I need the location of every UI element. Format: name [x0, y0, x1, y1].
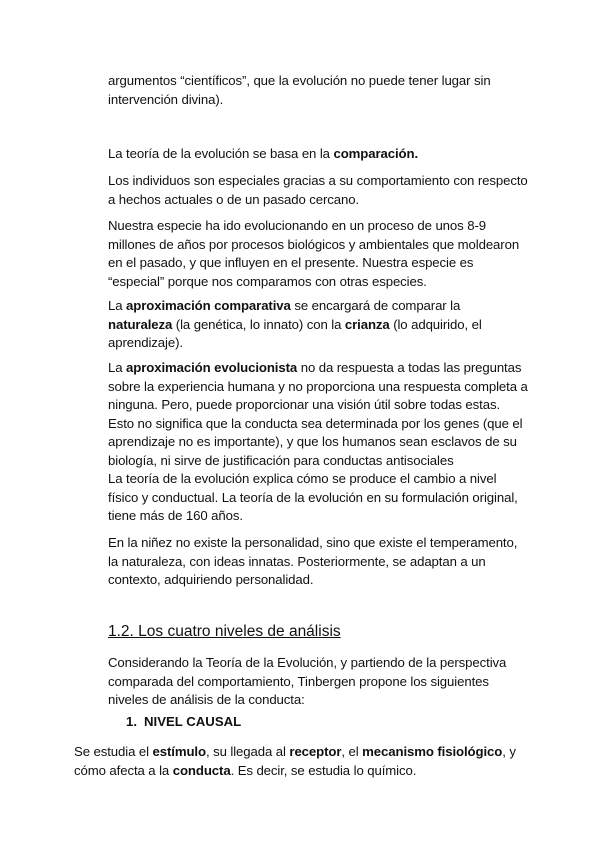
- text-run: (lo adquirido, el aprendizaje).: [108, 316, 482, 350]
- bold-term-naturaleza: naturaleza: [108, 316, 173, 332]
- bold-term-estimulo: estímulo: [152, 744, 206, 759]
- bold-term-crianza: crianza: [344, 316, 390, 332]
- paragraph-comparison: [108, 145, 528, 164]
- paragraph-tinbergen: Considerando la Teoría de la Evolución, y partiendo de la perspectiva comparada del comportamiento, Tinbergen propone los siguientes niveles de análisis de la conducta:: [108, 655, 507, 707]
- paragraph-species: Nuestra especie ha ido evolucionando en un proceso de unos 8-9 millones de años por procesos biológicos y ambientales que moldearon en el pasado, y que influyen en el presente. Nuestra especie es “especial” porque nos comparamos con otras especies.: [108, 218, 520, 289]
- text-run: La teoría de la evolución se basa en la: [108, 146, 334, 161]
- text-run: , su llegada al: [205, 744, 290, 759]
- paragraph-comparative-approach: [108, 297, 528, 353]
- paragraph-individuals: Los individuos son especiales gracias a su comportamiento con respecto a hechos actuales o de un pasado cercano.: [108, 173, 528, 207]
- paragraph-causal-level: [74, 743, 544, 780]
- text-run: La: [108, 360, 127, 375]
- paragraph-continuation: argumentos “científicos”, que la evolución no puede tener lugar sin intervención divina).: [108, 73, 491, 107]
- bold-term-mecanismo-fisiologico: mecanismo fisiológico: [362, 744, 503, 759]
- text-run: La: [108, 298, 127, 313]
- section-heading: 1.2. Los cuatro niveles de análisis: [108, 623, 341, 640]
- list-number: 1.: [126, 714, 137, 729]
- bold-term-aproximacion-evolucionista: aproximación evolucionista: [126, 360, 298, 375]
- list-label: NIVEL CAUSAL: [144, 714, 242, 729]
- text-run: , el: [341, 744, 363, 759]
- paragraph-evolution-theory: La teoría de la evolución explica cómo se produce el cambio a nivel físico y conductual. La teoría de la evolución en su formulación original, tiene más de 160 años.: [108, 471, 518, 523]
- list-item-nivel-causal: [126, 713, 241, 732]
- paragraph-evolutionary-approach: [108, 359, 528, 470]
- text-run: no da respuesta a todas las preguntas sobre la experiencia humana y no proporciona una respuesta completa a ninguna. Pero, puede proporcionar una visión útil sobre todas estas. Esto no significa que la conducta sea determinada por los genes (que el aprendizaje no es importante), y que los humanos sean esclavos de su biología, ni sirve de justificación para conductas antisociales: [108, 360, 528, 468]
- paragraph-childhood: En la niñez no existe la personalidad, sino que existe el temperamento, la naturaleza, con ideas innatas. Posteriormente, se adaptan a un contexto, adquiriendo personalidad.: [108, 535, 518, 587]
- text-run: Se estudia el: [74, 744, 153, 759]
- text-run: se encargará de comparar la: [290, 298, 461, 313]
- bold-term-comparacion: comparación.: [333, 146, 419, 161]
- text-run: . Es decir, se estudia lo químico.: [230, 762, 417, 778]
- text-run: , y cómo afecta a la: [74, 744, 516, 778]
- text-run: (la genética, lo innato) con la: [172, 316, 345, 332]
- bold-term-conducta: conducta: [172, 762, 231, 778]
- bold-term-receptor: receptor: [289, 744, 342, 759]
- bold-term-aproximacion-comparativa: aproximación comparativa: [126, 298, 291, 313]
